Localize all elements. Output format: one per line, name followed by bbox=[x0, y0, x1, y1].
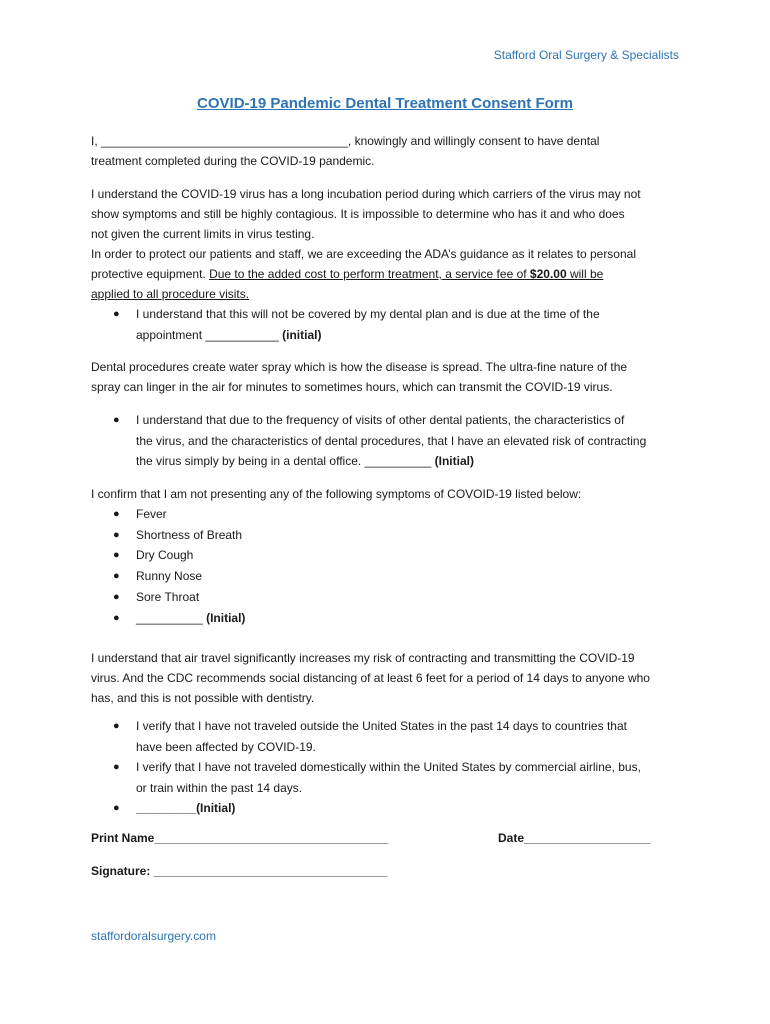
bullet-icon: ● bbox=[113, 570, 120, 582]
bullet-icon: ● bbox=[113, 802, 120, 814]
service-fee-text: will be bbox=[566, 267, 604, 281]
travel-initial-field[interactable]: _________(Initial) bbox=[136, 801, 236, 815]
spray-line: spray can linger in the air for minutes to sometimes hours, which can transmit the COVID-19 virus. bbox=[91, 380, 613, 394]
service-fee-notice bbox=[209, 267, 603, 281]
travel-line: I understand that air travel significantly increases my risk of contracting and transmitting the COVID-19 bbox=[91, 651, 635, 665]
service-fee-text: Due to the added cost to perform treatment, a service fee of bbox=[209, 267, 530, 281]
incubation-line bbox=[91, 264, 691, 284]
symptom-label: Shortness of Breath bbox=[136, 528, 243, 542]
service-fee-notice-end: applied to all procedure visits. bbox=[91, 287, 250, 301]
symptoms-intro: I confirm that I am not presenting any of the following symptoms of COVOID-19 listed below: bbox=[91, 487, 582, 501]
date-field[interactable]: Date___________________ bbox=[498, 831, 651, 845]
incubation-paragraph bbox=[91, 184, 691, 304]
fee-bullet-line: I understand that this will not be covered by my dental plan and is due at the time of the bbox=[136, 307, 600, 321]
bullet-icon: ● bbox=[113, 529, 120, 541]
risk-initial-blank[interactable]: the virus simply by being in a dental office. __________ bbox=[136, 454, 435, 468]
fee-initial-label: (initial) bbox=[282, 327, 322, 342]
fee-bullet-line bbox=[136, 325, 600, 346]
page-title: COVID-19 Pandemic Dental Treatment Consent Form bbox=[197, 95, 573, 112]
header-org-name: Stafford Oral Surgery & Specialists bbox=[493, 48, 679, 62]
travel-bullet-line: I verify that I have not traveled outside the United States in the past 14 days to countries that bbox=[136, 719, 627, 733]
travel-line: virus. And the CDC recommends social distancing of at least 6 feet for a period of 14 days to anyone who bbox=[91, 671, 650, 685]
risk-initial-label: (Initial) bbox=[434, 454, 474, 468]
travel-bullet-line: or train within the past 14 days. bbox=[136, 780, 303, 795]
symptom-label: Sore Throat bbox=[136, 590, 200, 604]
intro-line: I, _____________________________________, knowingly and willingly consent to have dental bbox=[91, 134, 600, 148]
print-name-field[interactable]: Print Name___________________________________ bbox=[91, 831, 388, 845]
spray-line: Dental procedures create water spray which is how the disease is spread. The ultra-fine nature of the bbox=[91, 360, 628, 374]
bullet-icon: ● bbox=[113, 549, 120, 561]
incubation-text: protective equipment. bbox=[91, 267, 210, 281]
incubation-line: show symptoms and still be highly contagious. It is impossible to determine who has it and who does bbox=[91, 207, 625, 221]
bullet-icon: ● bbox=[113, 720, 120, 732]
footer-website-link[interactable]: staffordoralsurgery.com bbox=[91, 929, 216, 943]
symptom-label: Fever bbox=[136, 507, 167, 521]
travel-line: has, and this is not possible with dentistry. bbox=[91, 691, 315, 705]
bullet-icon: ● bbox=[113, 308, 120, 320]
risk-bullet-line: I understand that due to the frequency of visits of other dental patients, the characteristics of bbox=[136, 413, 625, 427]
incubation-line: I understand the COVID-19 virus has a long incubation period during which carriers of the virus may not bbox=[91, 187, 641, 201]
bullet-icon: ● bbox=[113, 761, 120, 773]
bullet-icon: ● bbox=[113, 591, 120, 603]
bullet-icon: ● bbox=[113, 508, 120, 520]
service-fee-amount: $20.00 bbox=[529, 267, 567, 281]
bullet-icon: ● bbox=[113, 414, 120, 426]
fee-initial-blank[interactable]: appointment ___________ bbox=[136, 327, 283, 342]
risk-bullet-line: the virus, and the characteristics of dental procedures, that I have an elevated risk of contracting bbox=[136, 433, 647, 448]
risk-bullet-line bbox=[136, 451, 646, 472]
intro-paragraph bbox=[91, 131, 691, 171]
travel-bullet-line: I verify that I have not traveled domestically within the United States by commercial airline, bus, bbox=[136, 760, 641, 774]
symptom-initial-label: (Initial) bbox=[206, 611, 246, 625]
bullet-icon: ● bbox=[113, 612, 120, 624]
symptom-label: Runny Nose bbox=[136, 569, 203, 583]
incubation-line: not given the current limits in virus testing. bbox=[91, 227, 315, 241]
signature-field[interactable]: Signature: ___________________________________ bbox=[91, 864, 388, 878]
spray-paragraph bbox=[91, 357, 691, 397]
travel-paragraph bbox=[91, 648, 691, 708]
intro-line: treatment completed during the COVID-19 pandemic. bbox=[91, 154, 375, 168]
symptom-label: Dry Cough bbox=[136, 548, 194, 562]
travel-bullet-line: have been affected by COVID-19. bbox=[136, 739, 316, 754]
incubation-line: In order to protect our patients and staff, we are exceeding the ADA’s guidance as it relates to personal bbox=[91, 247, 636, 261]
symptom-initial-blank[interactable]: __________ bbox=[136, 611, 207, 625]
